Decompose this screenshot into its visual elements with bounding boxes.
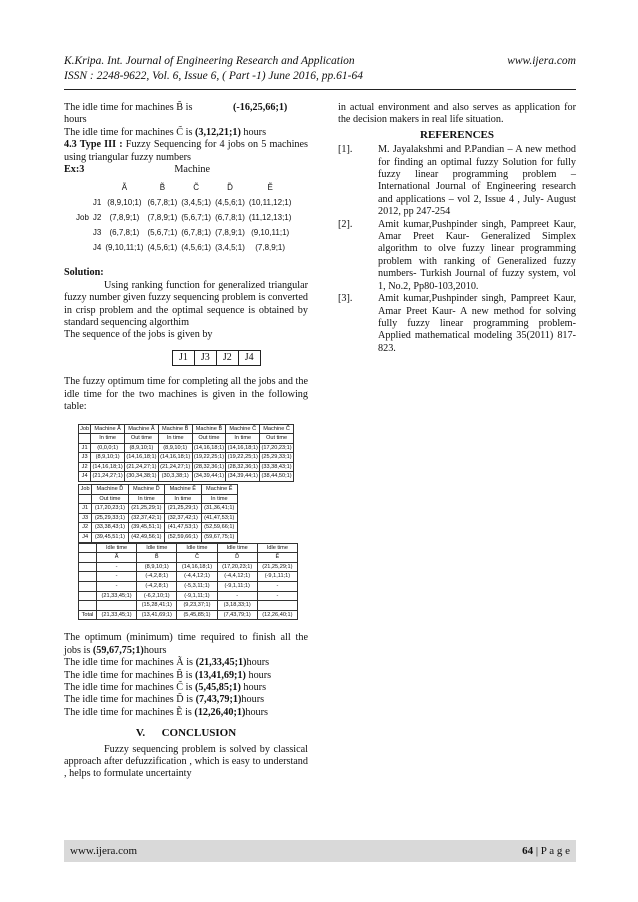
time-table-2 bbox=[78, 484, 238, 543]
table-row: (15,28,41;1) (9,23,37;1) (3,18,33;1) bbox=[79, 601, 298, 611]
table-header-row: In time Out time In time Out time In time Out time bbox=[79, 434, 294, 444]
optimum-intro: The fuzzy optimum time for completing all the jobs and the idle time for the two machines is given in the following table: bbox=[64, 376, 308, 413]
idle-b-line: The idle time for machines B̃ is (-16,25,66;1) bbox=[64, 102, 288, 113]
idle-c-line: The idle time for machines C̃ is (3,12,21;1) hours bbox=[64, 126, 267, 138]
idle-b-unit: hours bbox=[64, 114, 87, 126]
solution-text: Using ranking function for generalized triangular fuzzy number given fuzzy sequencing problem is converted in crisp problem and the optimal sequence is obtained by standard sequencing algorthim bbox=[64, 279, 308, 329]
sequence-cell: J3 bbox=[194, 350, 216, 365]
matrix-header bbox=[74, 180, 293, 195]
matrix-head: C̃ bbox=[193, 182, 200, 192]
table-row: J2 (14,16,18;1) (21,24,27;1) (21,24,27;1) (28,32,36;1) (28,32,36;1) (33,38,43;1) bbox=[79, 462, 294, 472]
references-heading: REFERENCES bbox=[420, 128, 494, 141]
right-intro: in actual environment and also serves as application for the decision makers in real life situation. bbox=[338, 102, 576, 126]
table-row: J3 (8,9,10;1) (14,16,18;1) (14,16,18;1) (19,22,25;1) (19,22,25;1) (25,29,33;1) bbox=[79, 453, 294, 463]
matrix-head: Ẽ bbox=[267, 182, 273, 192]
right-column bbox=[338, 102, 576, 355]
table-row: J1 (0,0,0;1) (8,9,10;1) (8,9,10;1) (14,16,18;1) (14,16,18;1) (17,20,23;1) bbox=[79, 443, 294, 453]
optimum-time-line: The optimum (minimum) time required to finish all the jobs is (59,67,75;1)hours bbox=[64, 632, 308, 656]
idle-line: The idle time for machines D̃ is (7,43,79;1)hours bbox=[64, 694, 265, 706]
example-label: Ex:3 Machine bbox=[64, 164, 211, 176]
idle-line: The idle time for machines Ã is (21,33,45;1)hours bbox=[64, 657, 270, 669]
sequence-table bbox=[172, 350, 261, 366]
journal-website[interactable]: www.ijera.com bbox=[507, 55, 576, 67]
table-header-row: Out time In time In time In time bbox=[79, 494, 238, 504]
sequence-cell: J1 bbox=[173, 350, 195, 365]
table-row: J2 (33,38,43;1) (39,45,51;1) (41,47,53;1) (52,59,66;1) bbox=[79, 523, 238, 533]
matrix-row: J3 (6,7,8;1) (5,6,7;1) (6,7,8;1) (7,8,9;1) (9,10,11;1) bbox=[92, 227, 290, 237]
conclusion-text: Fuzzy sequencing problem is solved by classical approach after defuzzification , which is easy to understand , helps to formulate uncertainty bbox=[64, 743, 308, 780]
table-row: J4 (39,45,51;1) (42,49,56;1) (52,59,66;1) (59,67,75;1) bbox=[79, 533, 238, 543]
footer-bar bbox=[64, 840, 576, 862]
sequence-cell: J4 bbox=[238, 350, 260, 365]
matrix-row: Job J2 (7,8,9;1) (7,8,9;1) (5,6,7;1) (6,7,8;1) (11,12,13;1) bbox=[74, 210, 293, 225]
solution-label: Solution: bbox=[64, 267, 104, 279]
footer-website[interactable]: www.ijera.com bbox=[70, 845, 138, 857]
table-header-row: Ã B̃ C̃ D̃ Ẽ bbox=[79, 553, 298, 563]
table-header-row: Job Machine Ã Machine Ã Machine B̃ Machine B̃ Machine C̃ Machine C̃ bbox=[79, 424, 294, 434]
job-matrix bbox=[74, 180, 293, 255]
time-table-1 bbox=[78, 424, 294, 483]
matrix-row: J1 (8,9,10;1) (6,7,8;1) (3,4,5;1) (4,5,6;1) (10,11,12;1) bbox=[92, 197, 292, 207]
page-header bbox=[64, 54, 576, 84]
table-header-row: Job Machine D̃ Machine D̃ Machine Ẽ Machine Ẽ bbox=[79, 485, 238, 495]
journal-issn: ISSN : 2248-9622, Vol. 6, Issue 6, ( Part -1) June 2016, pp.61-64 bbox=[64, 70, 363, 82]
conclusion-heading: V. CONCLUSION bbox=[135, 727, 237, 740]
reference-item: [1]. M. Jayalakshmi and P.Pandian – A new method for finding an optimal fuzzy Solution for fully fuzzy linear programming problem –International Journal of Engineering research and applications – vol 2, Issue 4 , July- August 2012, pp 247-254 bbox=[338, 144, 576, 218]
table-header-row: Idle time Idle time Idle time Idle time Idle time bbox=[79, 543, 298, 553]
sequence-intro: The sequence of the jobs is given by bbox=[64, 329, 213, 341]
matrix-head: B̃ bbox=[159, 182, 166, 192]
header-rule bbox=[64, 89, 576, 90]
table-row: (21,33,45;1) (-6,2,10;1) (-9,1,11;1) - - bbox=[79, 591, 298, 601]
journal-title: K.Kripa. Int. Journal of Engineering Research and Application bbox=[64, 55, 355, 67]
sequence-cell: J2 bbox=[216, 350, 238, 365]
reference-item: [2]. Amit kumar,Pushpinder singh, Pampreet Kaur, Amar Preet Kaur- Generalized Simplex algorithm to olve fuzzy linear programming problem with ranking of Generalized fuzzy numbers- Turkish Journal of fuzzy system, vol 1, No.2, Pp80-103,2010. bbox=[338, 218, 576, 292]
matrix-head: D̃ bbox=[227, 182, 233, 192]
reference-item: [3]. Amit kumar,Pushpinder singh, Pampreet Kaur, Amar Preet Kaur- A new method for solving fully fuzzy linear programming problem-Applied mathematical modeling 35(2011) 817-823. bbox=[338, 293, 576, 354]
table-row: J3 (25,29,33;1) (32,37,42;1) (32,37,42;1) (41,47,53;1) bbox=[79, 513, 238, 523]
job-label: Job bbox=[76, 212, 89, 222]
table-row: J4 (21,24,27;1) (30,34,38;1) (30,3,38;1) (34,39,44;1) (34,39,44;1) (38,44,50;1) bbox=[79, 472, 294, 482]
table-row: - (-4,2,8;1) (-4,4,12;1) (-4,4,12;1) (-9,1,11;1) bbox=[79, 572, 298, 582]
table-row: - (-4,2,8;1) (-5,3,11;1) (-9,1,11;1) - bbox=[79, 582, 298, 592]
idle-line: The idle time for machines B̃ is (13,41,69;1) hours bbox=[64, 669, 272, 681]
idle-time-table bbox=[78, 543, 298, 621]
section-heading: 4.3 Type III : Fuzzy Sequencing for 4 jobs on 5 machines using triangular fuzzy numbers bbox=[64, 139, 308, 163]
table-row: Total (21,33,45;1) (13,41,69;1) (5,45,85;1) (7,43,79;1) (12,26,40;1) bbox=[79, 610, 298, 620]
idle-line: The idle time for machines Ẽ is (12,26,40;1)hours bbox=[64, 706, 268, 718]
matrix-head: Ã bbox=[121, 182, 128, 192]
table-row: J1 (17,20,23;1) (21,25,29;1) (21,25,29;1) (31,36,41;1) bbox=[79, 504, 238, 514]
matrix-row: J4 (9,10,11;1) (4,5,6;1) (4,5,6;1) (3,4,5;1) (7,8,9;1) bbox=[92, 242, 286, 252]
page-number: 64 | P a g e bbox=[522, 845, 570, 857]
idle-line: The idle time for machines C̃ is (5,45,85;1) hours bbox=[64, 682, 267, 693]
table-row: - (8,9,10;1) (14,16,18;1) (17,20,23;1) (21,25,29;1) bbox=[79, 562, 298, 572]
left-column bbox=[64, 102, 308, 781]
